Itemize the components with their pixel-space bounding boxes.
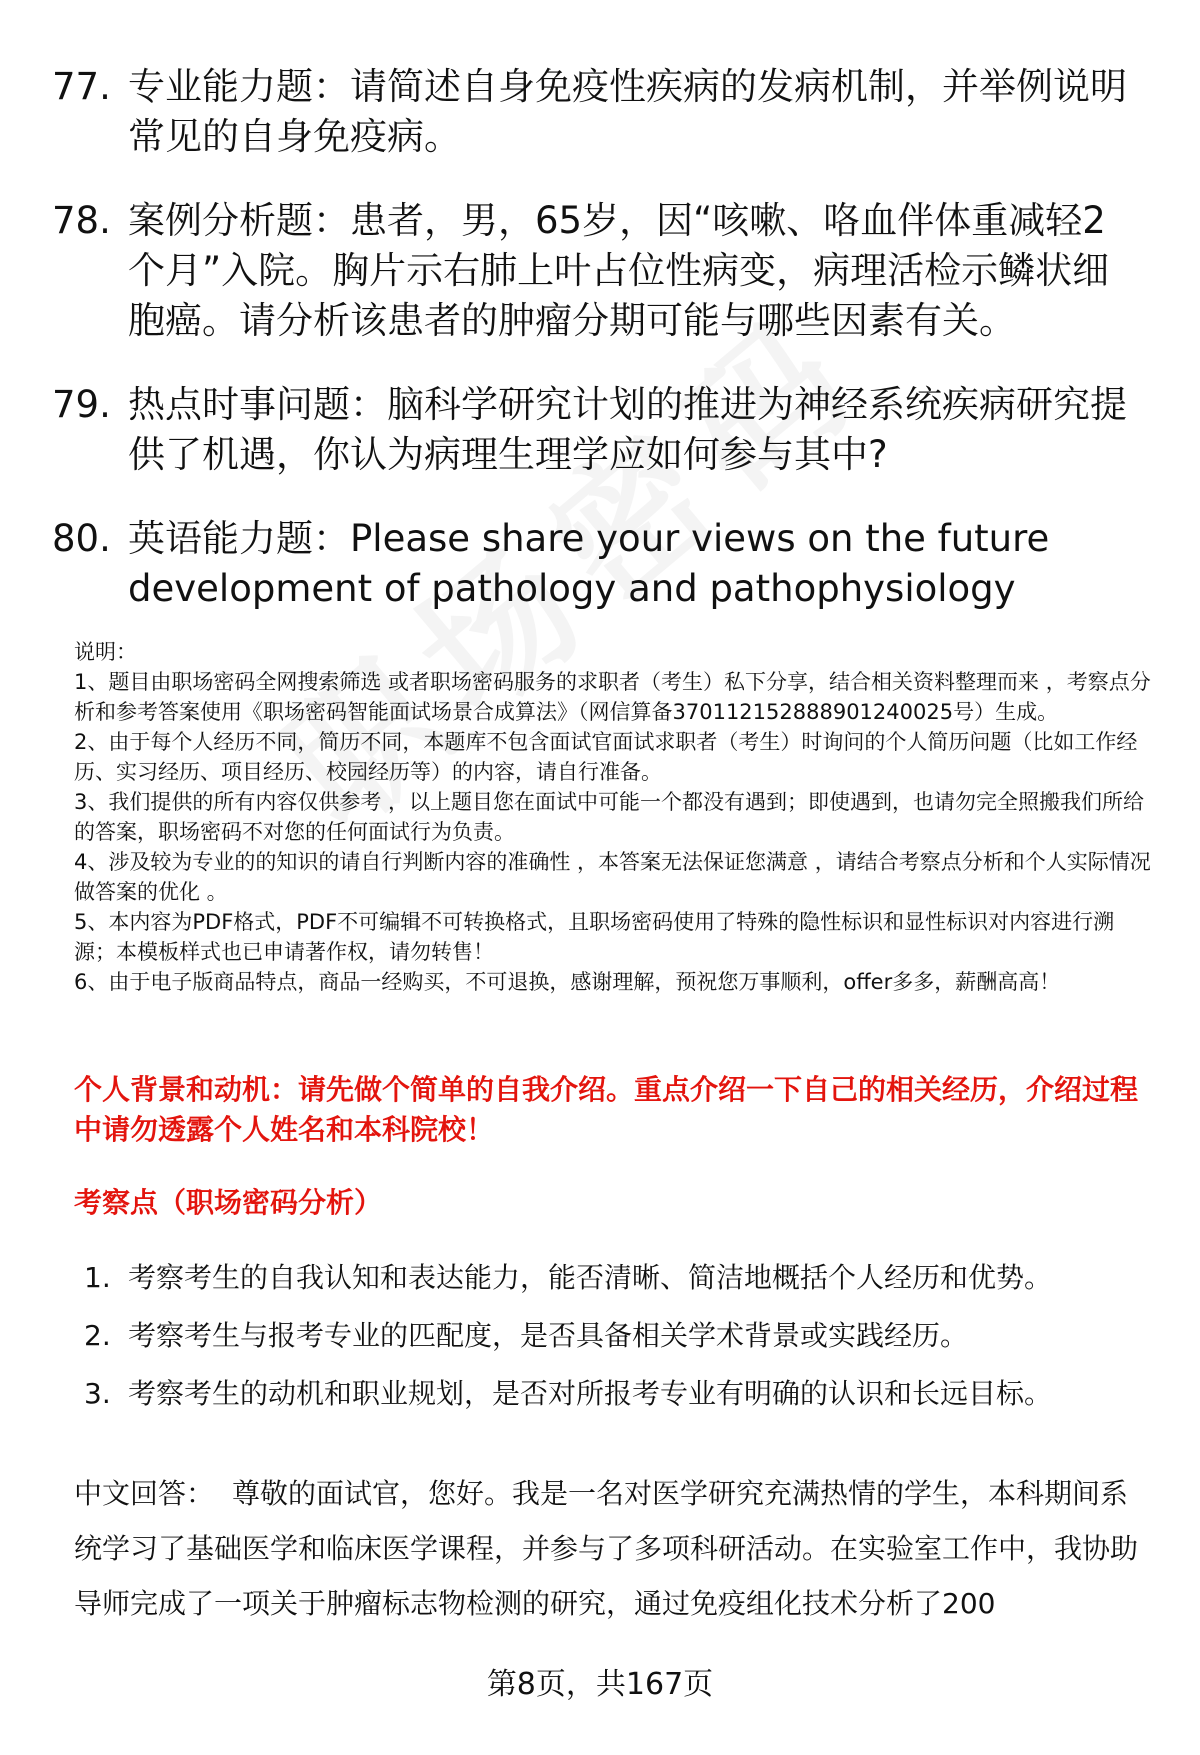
assessment-point <box>84 1258 1154 1298</box>
point-number: 2. <box>84 1319 111 1352</box>
point-number: 1. <box>84 1261 111 1294</box>
question-item <box>52 196 1152 346</box>
section-subheading: 考察点（职场密码分析） <box>74 1186 383 1219</box>
question-number: 77. <box>52 65 111 108</box>
note-item: 3、我们提供的所有内容仅供参考 ，以上题目您在面试中可能一个都没有遇到；即使遇到，也请勿完全照搬我们所给的答案，职场密码不对您的任何面试行为负责。 <box>74 790 1145 844</box>
section-heading: 个人背景和动机：请先做个简单的自我介绍。重点介绍一下自己的相关经历，介绍过程中请勿透露个人姓名和本科院校！ <box>74 1073 1139 1146</box>
question-number: 79. <box>52 383 111 426</box>
question-item <box>52 62 1152 162</box>
question-text: 案例分析题：患者，男，65岁，因“咳嗽、咯血伴体重减轻2个月”入院。胸片示右肺上叶占位性病变，病理活检示鳞状细胞癌。请分析该患者的肿瘤分期可能与哪些因素有关。 <box>128 199 1110 342</box>
assessment-points <box>84 1258 1154 1432</box>
question-text: 英语能力题：Please share your views on the future development of pathology and pathophysiology <box>128 517 1050 610</box>
note-item: 6、由于电子版商品特点，商品一经购买，不可退换，感谢理解，预祝您万事顺利，offer多多，薪酬高高！ <box>74 970 1061 994</box>
question-number: 80. <box>52 517 111 560</box>
question-text: 专业能力题：请简述自身免疫性疾病的发病机制，并举例说明常见的自身免疫病。 <box>128 65 1127 158</box>
notes-title: 说明： <box>74 640 137 664</box>
question-number: 78. <box>52 199 111 242</box>
assessment-point <box>84 1374 1154 1414</box>
chinese-answer <box>74 1466 1154 1631</box>
point-text: 考察考生与报考专业的匹配度，是否具备相关学术背景或实践经历。 <box>128 1319 969 1352</box>
point-text: 考察考生的动机和职业规划，是否对所报考专业有明确的认识和长远目标。 <box>128 1377 1053 1410</box>
question-item <box>52 514 1152 614</box>
note-item: 2、由于每个人经历不同，简历不同，本题库不包含面试官面试求职者（考生）时询问的个人简历问题（比如工作经历、实习经历、项目经历、校园经历等）的内容，请自行准备。 <box>74 730 1138 784</box>
note-item: 5、本内容为PDF格式，PDF不可编辑不可转换格式，且职场密码使用了特殊的隐性标识和显性标识对内容进行溯源；本模板样式也已申请著作权，请勿转售！ <box>74 910 1115 964</box>
answer-label: 中文回答： <box>74 1477 215 1510</box>
answer-text: 尊敬的面试官，您好。我是一名对医学研究充满热情的学生，本科期间系统学习了基础医学和临床医学课程，并参与了多项科研活动。在实验室工作中，我协助导师完成了一项关于肿瘤标志物检测的研究，通过免疫组化技术分析了200 <box>74 1477 1139 1620</box>
assessment-point <box>84 1316 1154 1356</box>
note-item: 4、涉及较为专业的的知识的请自行判断内容的准确性 ，本答案无法保证您满意 ，请结合考察点分析和个人实际情况做答案的优化 。 <box>74 850 1151 904</box>
point-text: 考察考生的自我认知和表达能力，能否清晰、简洁地概括个人经历和优势。 <box>128 1261 1053 1294</box>
page-footer: 第8页，共167页 <box>486 1667 714 1702</box>
notes-block <box>74 637 1154 997</box>
point-number: 3. <box>84 1377 111 1410</box>
question-list <box>52 62 1152 648</box>
question-item <box>52 380 1152 480</box>
question-text: 热点时事问题：脑科学研究计划的推进为神经系统疾病研究提供了机遇，你认为病理生理学应如何参与其中? <box>128 383 1127 476</box>
note-item: 1、题目由职场密码全网搜索筛选 或者职场密码服务的求职者（考生）私下分享，结合相关资料整理而来 ，考察点分析和参考答案使用《职场密码智能面试场景合成算法》（网信算备370112152888901240025号）生成。 <box>74 670 1151 724</box>
